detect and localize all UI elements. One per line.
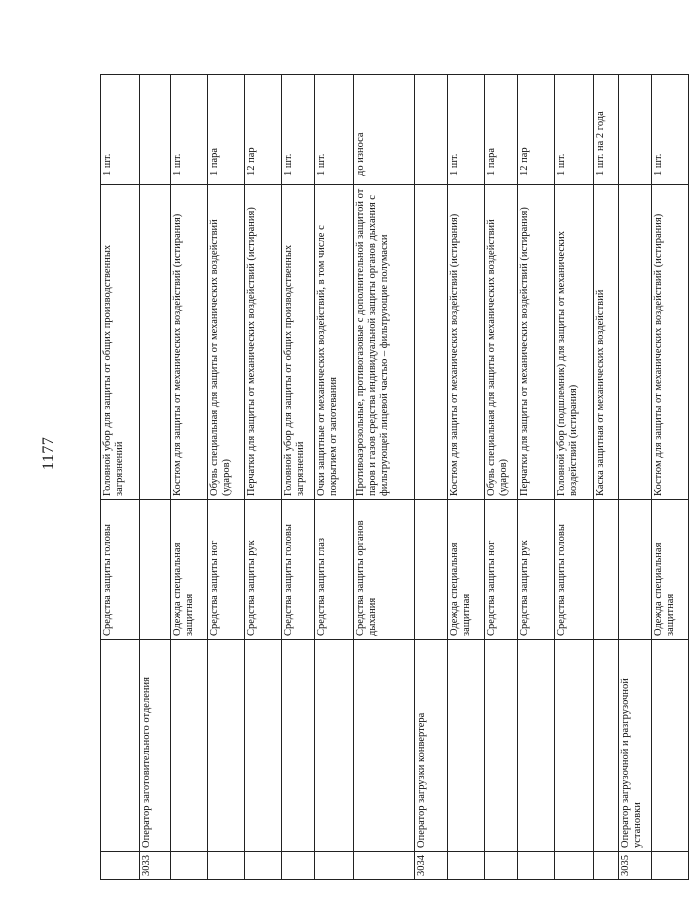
cell-item: Обувь специальная для защиты от механических воздействий (ударов) [208,185,245,500]
cell-qty [619,75,652,185]
cell-category: Средства защиты рук [518,500,555,640]
cell-profession [171,640,208,852]
cell-code [518,852,555,880]
cell-code [245,852,282,880]
table-row [555,75,594,880]
table-row [448,75,485,880]
cell-qty: 1 шт. на 2 года [594,75,619,185]
cell-item: Костюм для защиты от механических воздействий (истирания) [171,185,208,500]
table-row [594,75,619,880]
table-row [315,75,354,880]
cell-category: Средства защиты рук [245,500,282,640]
cell-item [619,185,652,500]
cell-code: 3035 [619,852,652,880]
cell-item: Костюм для защиты от механических воздействий (истирания) [652,185,689,500]
cell-item: Очки защитные от механических воздействий, в том числе с покрытием от запотевания [315,185,354,500]
cell-qty [415,75,448,185]
table-row [415,75,448,880]
cell-qty: 1 пара [485,75,518,185]
cell-code [354,852,415,880]
cell-category: Средства защиты органов дыхания [354,500,415,640]
table-row [485,75,518,880]
cell-qty: 1 шт. [171,75,208,185]
cell-qty: 1 шт. [448,75,485,185]
cell-item: Костюм для защиты от механических воздействий (истирания) [448,185,485,500]
cell-item: Головной убор (подшлемник) для защиты от механических воздействий (истирания) [555,185,594,500]
cell-category [594,500,619,640]
table-row [282,75,315,880]
table-row [245,75,282,880]
cell-profession: Оператор заготовительного отделения [140,640,171,852]
cell-category: Средства защиты ног [485,500,518,640]
cell-item: Головной убор для защиты от общих производственных загрязнений [101,185,140,500]
table-row [619,75,652,880]
cell-item: Перчатки для защиты от механических воздействий (истирания) [245,185,282,500]
cell-qty: 12 пар [245,75,282,185]
cell-code [555,852,594,880]
table-row [171,75,208,880]
cell-profession [555,640,594,852]
cell-item: Перчатки для защиты от механических воздействий (истирания) [518,185,555,500]
cell-profession [315,640,354,852]
cell-qty: 1 пара [208,75,245,185]
cell-code [652,852,689,880]
cell-profession [518,640,555,852]
cell-qty: 1 шт. [101,75,140,185]
cell-item: Головной убор для защиты от общих производственных загрязнений [282,185,315,500]
table-row [354,75,415,880]
cell-qty: 1 шт. [315,75,354,185]
cell-item: Обувь специальная для защиты от механических воздействий (ударов) [485,185,518,500]
cell-item [415,185,448,500]
cell-category: Средства защиты головы [282,500,315,640]
cell-qty: до износа [354,75,415,185]
table-row [652,75,689,880]
page-number: 1177 [40,436,57,470]
cell-category [619,500,652,640]
cell-profession [448,640,485,852]
cell-category: Средства защиты головы [555,500,594,640]
cell-code [282,852,315,880]
cell-item: Каска защитная от механических воздействий [594,185,619,500]
cell-code: 3033 [140,852,171,880]
ppe-table-container [100,75,676,880]
cell-profession [245,640,282,852]
cell-profession [101,640,140,852]
cell-profession [354,640,415,852]
cell-code [594,852,619,880]
cell-category: Средства защиты головы [101,500,140,640]
cell-qty: 12 пар [518,75,555,185]
cell-item [140,185,171,500]
cell-category: Одежда специальная защитная [652,500,689,640]
table-row [518,75,555,880]
cell-category: Средства защиты ног [208,500,245,640]
cell-profession: Оператор загрузки конвертера [415,640,448,852]
cell-profession [594,640,619,852]
cell-code [315,852,354,880]
cell-category [140,500,171,640]
table-row [101,75,140,880]
table-row [208,75,245,880]
cell-code: 3034 [415,852,448,880]
cell-qty: 1 шт. [555,75,594,185]
table-body [101,75,689,880]
cell-category: Средства защиты глаз [315,500,354,640]
cell-profession [652,640,689,852]
cell-code [485,852,518,880]
cell-qty: 1 шт. [652,75,689,185]
cell-profession [208,640,245,852]
cell-category: Одежда специальная защитная [171,500,208,640]
cell-code [171,852,208,880]
cell-profession [485,640,518,852]
cell-code [208,852,245,880]
ppe-norms-table [100,74,689,880]
cell-qty: 1 шт. [282,75,315,185]
cell-profession [282,640,315,852]
cell-item: Противоаэрозольные, противогазовые с дополнительной защитой от паров и газов средства индивидуальной защиты органов дыхания с фильтрующей лицевой частью – фильтрующие полумаски [354,185,415,500]
cell-category [415,500,448,640]
cell-code [101,852,140,880]
cell-qty [140,75,171,185]
cell-profession: Оператор загрузочной и разгрузочной установки [619,640,652,852]
cell-code [448,852,485,880]
cell-category: Одежда специальная защитная [448,500,485,640]
table-row [140,75,171,880]
